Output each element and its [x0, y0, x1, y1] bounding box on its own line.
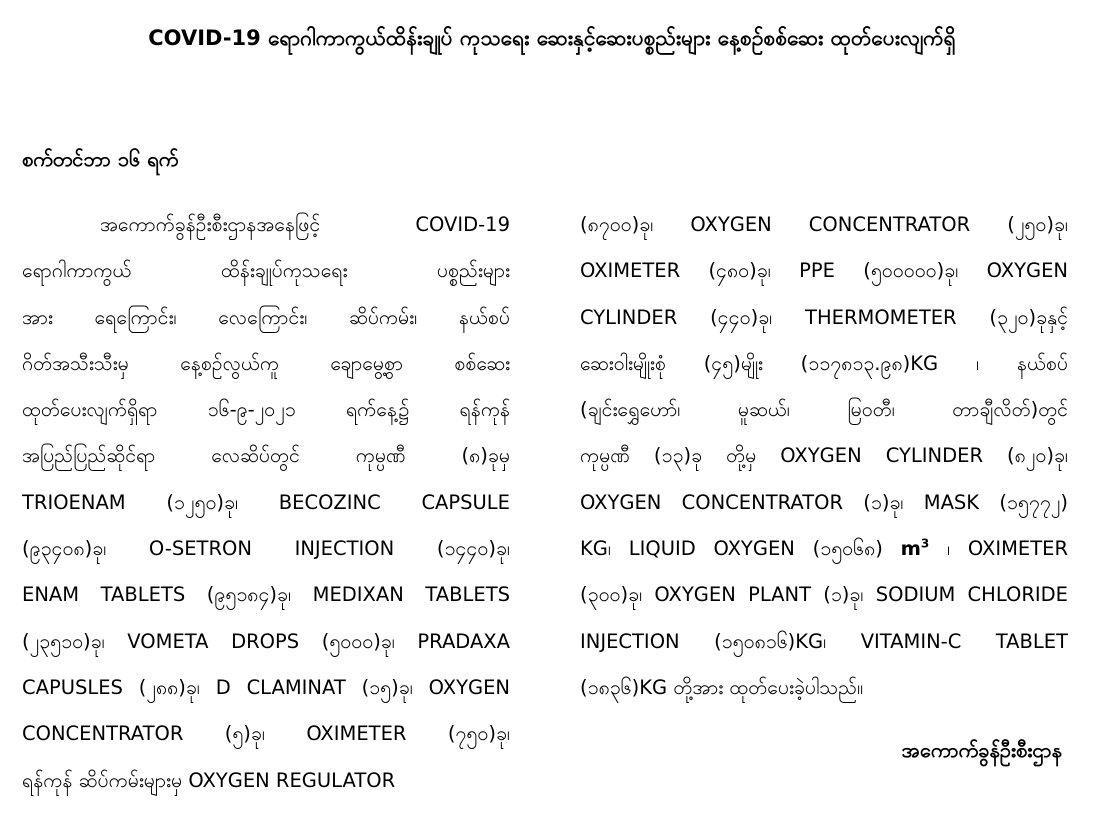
left-line: TRIOENAM (၁၂၅၀)ခု၊ BECOZINC CAPSULE	[22, 490, 510, 514]
left-line: ENAM TABLETS (၉၅၁၈၄)ခု၊ MEDIXAN TABLETS	[22, 583, 510, 607]
left-line: အပြည်ပြည်ဆိုင်ရာ လေဆိပ်တွင် ကုမ္ပဏီ (၈)ခုမှ	[22, 444, 510, 468]
left-line: အကောက်ခွန်ဦးစီးဌာနအနေဖြင့် COVID-19	[100, 213, 510, 236]
left-line: ထုတ်ပေးလျက်ရှိရာ ၁၆-၉-၂၀၂၁ ရက်နေ့၌ ရန်ကုန်	[22, 398, 510, 422]
right-line: (ချင်းရွှေဟော်၊ မူဆယ်၊ မြဝတီ၊ တာချီလိတ်)တွင်	[580, 398, 1068, 422]
right-line: (၃၀၀)ခု၊ OXYGEN PLANT (၁)ခု၊ SODIUM CHLORIDE	[580, 583, 1068, 607]
left-line: ဂိတ်အသီးသီးမှ နေ့စဉ်လွယ်ကူ ချောမွေ့စွာ စစ်ဆေး	[22, 351, 510, 375]
left-line: ရောဂါကာကွယ် ထိန်းချုပ်ကုသရေး ပစ္စည်းများ	[22, 259, 510, 283]
left-column	[22, 202, 510, 804]
unit-exponent: 3	[920, 536, 930, 551]
right-column	[580, 202, 1068, 711]
left-line: ရန်ကုန် ဆိပ်ကမ်းများမှ OXYGEN REGULATOR	[22, 768, 396, 792]
unit-base: m	[900, 537, 921, 561]
liquid-oxygen-text: KG၊ LIQUID OXYGEN (၁၅၀၆၈)	[580, 537, 883, 561]
right-line: CYLINDER (၄၄၀)ခု၊ THERMOMETER (၃၂၀)ခုနှင့်	[580, 305, 1068, 329]
right-line: OXYGEN CONCENTRATOR (၁)ခု၊ MASK (၁၅၇၇၂)	[580, 490, 1068, 514]
right-line: ဆေးဝါးမျိုးစုံ (၄၅)မျိုး (၁၁၇၈၁၃.၉၈)KG ၊ နယ်စပ်	[580, 351, 1068, 375]
dateline: စက်တင်ဘာ ၁၆ ရက်	[22, 147, 179, 171]
left-line: အား ရေကြောင်း၊ လေကြောင်း၊ ဆိပ်ကမ်း၊ နယ်စပ်	[22, 305, 510, 329]
right-line: OXIMETER (၄၈၀)ခု၊ PPE (၅၀၀၀၀၀)ခု၊ OXYGEN	[580, 259, 1068, 283]
left-line: CONCENTRATOR (၅)ခု၊ OXIMETER (၇၅၀)ခု၊	[22, 722, 510, 746]
right-line: INJECTION (၁၅၀၈၁၆)KG၊ VITAMIN-C TABLET	[580, 629, 1068, 653]
page-title: COVID-19 ရောဂါကာကွယ်ထိန်းချုပ် ကုသရေး ဆေးနှင့်ဆေးပစ္စည်းများ နေ့စဉ်စစ်ဆေး ထုတ်ပေးလျက်ရှိ	[148, 26, 956, 50]
left-line: (၉၃၄၀၈)ခု၊ O-SETRON INJECTION (၁၄၄၀)ခု၊	[22, 537, 510, 561]
signature-department: အကောက်ခွန်ဦးစီးဌာန	[901, 738, 1062, 762]
liquid-oxygen-tail: ၊ OXIMETER	[947, 537, 1068, 561]
right-line: ကုမ္ပဏီ (၁၃)ခု တို့မှ OXYGEN CYLINDER (၈၂၀)ခု၊	[580, 444, 1068, 468]
right-line: (၁၈၃၆)KG တို့အား ထုတ်ပေးခဲ့ပါသည်။	[580, 675, 863, 699]
cubic-meter-unit	[901, 537, 930, 560]
left-line: CAPUSLES (၂၈၈)ခု၊ D CLAMINAT (၁၅)ခု၊ OXYGEN	[22, 675, 510, 699]
left-line: (၂၃၅၁၀)ခု၊ VOMETA DROPS (၅၀၀၀)ခု၊ PRADAXA	[22, 629, 510, 653]
right-line: (၈၇၀၀)ခု၊ OXYGEN CONCENTRATOR (၂၅၀)ခု၊	[580, 213, 1068, 236]
right-line-liquid-oxygen	[580, 526, 1068, 572]
